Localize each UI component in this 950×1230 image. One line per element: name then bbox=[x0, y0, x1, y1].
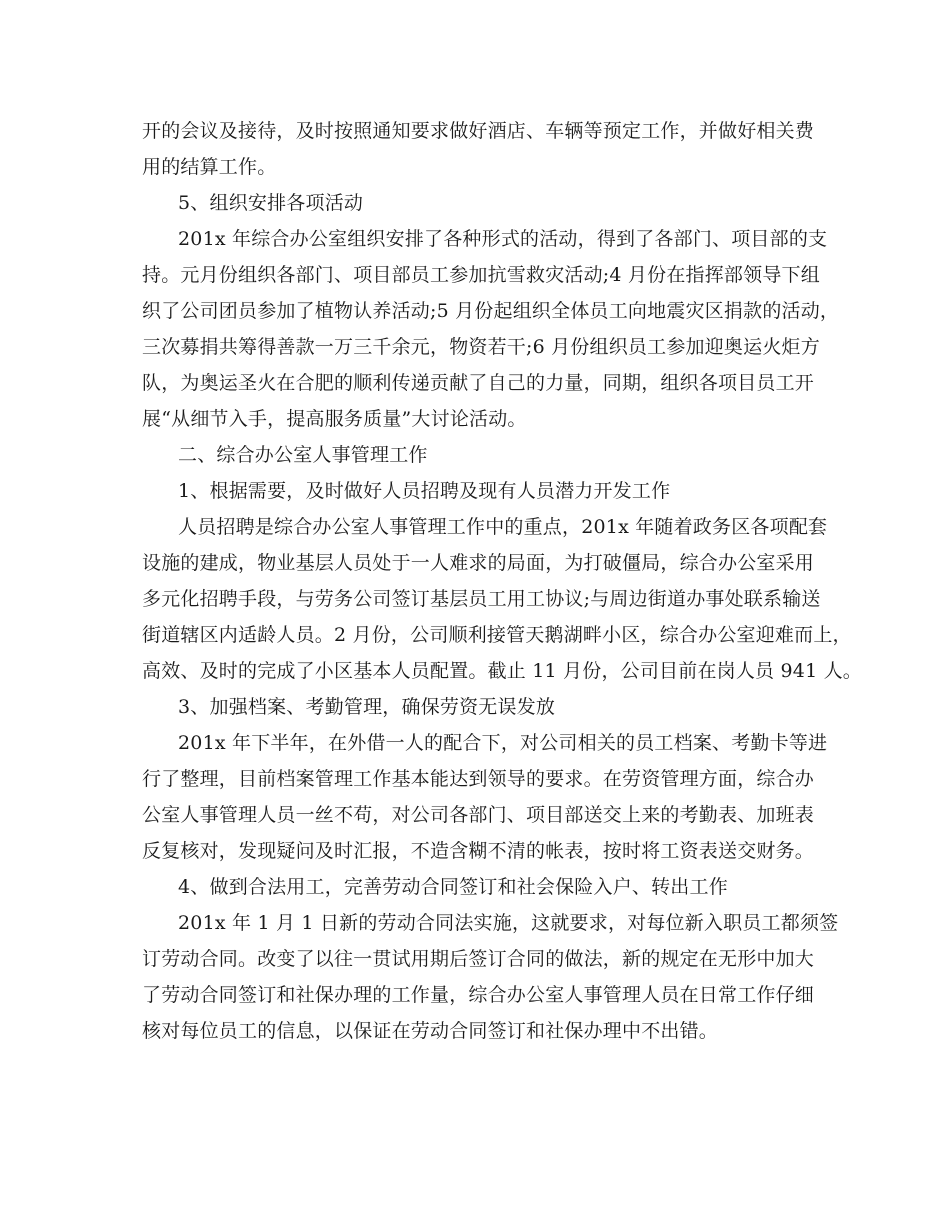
body-line: 三次募捐共筹得善款一万三千余元，物资若干;6 月份组织员工参加迎奥运火炬方 bbox=[142, 336, 820, 358]
section-heading: 3、加强档案、考勤管理，确保劳资无误发放 bbox=[178, 696, 556, 718]
section-heading: 1、根据需要，及时做好人员招聘及现有人员潜力开发工作 bbox=[178, 480, 671, 502]
section-heading: 4、做到合法用工，完善劳动合同签订和社会保险入户、转出工作 bbox=[178, 876, 728, 898]
body-line: 设施的建成，物业基层人员处于一人难求的局面，为打破僵局，综合办公室采用 bbox=[142, 552, 815, 574]
body-line: 201x 年 1 月 1 日新的劳动合同法实施，这就要求，对每位新入职员工都须签 bbox=[178, 912, 839, 934]
section-heading: 5、组织安排各项活动 bbox=[178, 192, 364, 214]
section-heading: 二、综合办公室人事管理工作 bbox=[178, 444, 428, 466]
body-line: 多元化招聘手段，与劳务公司签订基层员工用工协议;与周边街道办事处联系输送 bbox=[142, 588, 821, 610]
body-line: 人员招聘是综合办公室人事管理工作中的重点，201x 年随着政务区各项配套 bbox=[178, 516, 828, 538]
body-line: 街道辖区内适龄人员。2 月份，公司顺利接管天鹅湖畔小区，综合办公室迎难而上， bbox=[142, 624, 852, 646]
body-line: 用的结算工作。 bbox=[142, 156, 277, 178]
body-line: 201x 年下半年，在外借一人的配合下，对公司相关的员工档案、考勤卡等进 bbox=[178, 732, 828, 754]
body-line: 了劳动合同签订和社保办理的工作量，综合办公室人事管理人员在日常工作仔细 bbox=[142, 984, 815, 1006]
body-line: 持。元月份组织各部门、项目部员工参加抗雪救灾活动;4 月份在指挥部领导下组 bbox=[142, 264, 820, 286]
body-line: 队，为奥运圣火在合肥的顺利传递贡献了自己的力量，同期，组织各项目员工开 bbox=[142, 372, 815, 394]
body-line: 行了整理，目前档案管理工作基本能达到领导的要求。在劳资管理方面，综合办 bbox=[142, 768, 815, 790]
body-line: 高效、及时的完成了小区基本人员配置。截止 11 月份，公司目前在岗人员 941 人。 bbox=[142, 660, 863, 682]
body-line: 织了公司团员参加了植物认养活动;5 月份起组织全体员工向地震灾区捐款的活动， bbox=[142, 300, 840, 322]
body-line: 开的会议及接待，及时按照通知要求做好酒店、车辆等预定工作，并做好相关费 bbox=[142, 120, 815, 142]
body-line: 201x 年综合办公室组织安排了各种形式的活动，得到了各部门、项目部的支 bbox=[178, 228, 828, 250]
body-line: 核对每位员工的信息，以保证在劳动合同签订和社保办理中不出错。 bbox=[142, 1020, 719, 1042]
body-line: 展“从细节入手，提高服务质量”大讨论活动。 bbox=[142, 408, 527, 430]
body-line: 订劳动合同。改变了以往一贯试用期后签订合同的做法，新的规定在无形中加大 bbox=[142, 948, 815, 970]
body-line: 反复核对，发现疑问及时汇报，不造含糊不清的帐表，按时将工资表送交财务。 bbox=[142, 840, 815, 862]
body-line: 公室人事管理人员一丝不苟，对公司各部门、项目部送交上来的考勤表、加班表 bbox=[142, 804, 815, 826]
